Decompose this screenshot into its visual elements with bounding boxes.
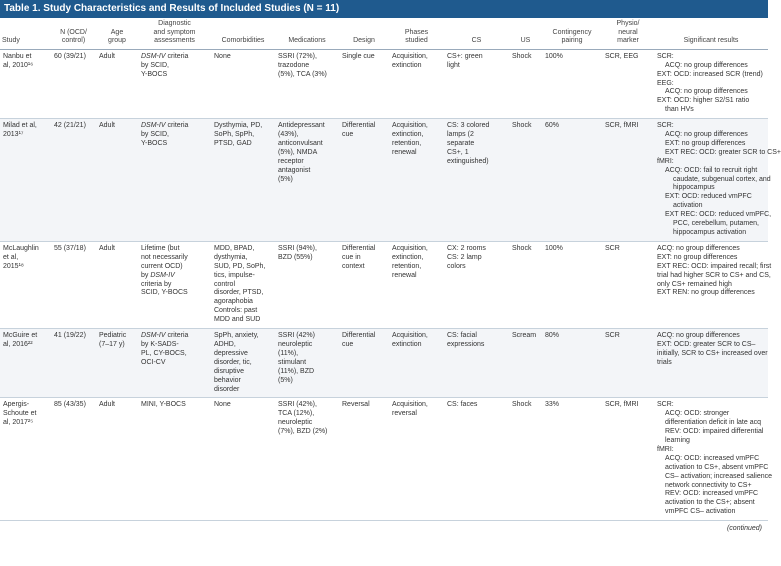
cell-line: 42 (21/21) <box>54 122 86 130</box>
cell-line: Nanbu et <box>3 52 32 60</box>
cell-line: 41 (19/22) <box>54 332 86 340</box>
cell-line: 100% <box>545 52 563 60</box>
header-line: Design <box>353 37 375 45</box>
result-line: caudate, subgenual cortex, and <box>673 175 771 183</box>
header-line: Medications <box>288 37 326 45</box>
result-line: PCC, cerebellum, putamen, <box>673 220 759 228</box>
cell-line: extinguished) <box>447 157 489 165</box>
cell-line: separate <box>447 139 475 147</box>
cell-line: disorder <box>214 385 240 393</box>
cell-n <box>51 119 96 242</box>
cell-line: PTSD, GAD <box>214 139 252 147</box>
cell-line: (5%), NMDA <box>278 148 318 156</box>
header-line: neural <box>618 28 638 36</box>
cell-results <box>654 398 773 521</box>
cell-line: MDD, BPAD, <box>214 244 255 252</box>
cell-line: Milad et al, <box>3 122 37 130</box>
header-row <box>0 18 768 49</box>
cell-line: Scream <box>512 332 537 340</box>
cell-comorb <box>211 398 275 521</box>
cell-study <box>0 119 51 242</box>
cell-line: CS: faces <box>447 401 478 409</box>
cell-line: by DSM-IV <box>141 271 175 279</box>
cell-pairing <box>542 119 602 242</box>
result-line: SCR: <box>657 122 674 130</box>
cell-line: 2015¹⁸ <box>3 262 24 270</box>
header-line: assessments <box>154 37 195 45</box>
cell-line: Adult <box>99 401 115 409</box>
result-line: than HVs <box>665 106 694 114</box>
result-line: trial had higher SCR to CS+ and CS, <box>657 271 771 279</box>
cell-comorb <box>211 329 275 398</box>
cell-phases <box>389 398 444 521</box>
cell-line: disruptive <box>214 367 244 375</box>
cell-line: al, 2010¹⁶ <box>3 61 34 69</box>
cell-line: lamps (2 <box>447 131 474 139</box>
cell-n <box>51 329 96 398</box>
cell-n <box>51 398 96 521</box>
cell-us <box>509 398 542 521</box>
cell-design <box>339 119 389 242</box>
result-line: activation <box>673 202 703 210</box>
cell-line: (7%), BZD (2%) <box>278 428 328 436</box>
cell-results <box>654 241 772 328</box>
result-line: REV: OCD: impaired differential <box>665 428 764 436</box>
cell-line: Single cue <box>342 52 375 60</box>
cell-line: Differential <box>342 332 376 340</box>
header-comorbidities <box>211 18 275 49</box>
table-row <box>0 329 768 398</box>
cell-line: anticonvulsant <box>278 139 323 147</box>
header-line: Physio/ <box>616 20 640 27</box>
result-line: EXT: OCD: higher S2/S1 ratio <box>657 97 750 105</box>
cell-phases <box>389 329 444 398</box>
cell-line: colors <box>447 262 466 270</box>
cell-line: 2013¹⁷ <box>3 131 24 139</box>
table-row <box>0 49 768 118</box>
cell-line: Dysthymia, PD, <box>214 122 263 130</box>
cell-line: by SCID, <box>141 131 170 139</box>
cell-age <box>96 119 138 242</box>
cell-line: Pediatric <box>99 332 127 340</box>
cell-diag <box>138 119 211 242</box>
header-line: Study <box>2 37 20 45</box>
cell-study <box>0 49 51 118</box>
header-line: Phases <box>404 28 429 36</box>
cell-line: Y-BOCS <box>141 139 168 147</box>
cell-results <box>654 49 768 118</box>
cell-line: SUD, PD, SoPh, <box>214 262 266 270</box>
result-line: EXT REC: OCD: impaired recall; first <box>657 262 772 270</box>
cell-line: Shock <box>512 52 532 60</box>
cell-line: retention, <box>392 262 422 270</box>
header-line: Age <box>110 28 124 36</box>
cell-study <box>0 398 51 521</box>
cell-line: Lifetime (but <box>141 244 180 252</box>
result-line: learning <box>665 437 690 445</box>
cell-line: DSM-IV criteria <box>141 52 189 60</box>
cell-line: SoPh, SpPh, <box>214 131 255 139</box>
header-age-group <box>96 18 138 49</box>
header-line: Diagnostic <box>158 20 191 27</box>
cell-line: SSRI (42%), <box>278 401 317 409</box>
table-title: Table 1. Study Characteristics and Results of Included Studies (N = 11) <box>0 0 768 18</box>
cell-line: Acquisition, <box>392 122 428 130</box>
cell-line: (11%), BZD <box>278 367 315 375</box>
cell-line: CX: 2 rooms <box>447 244 486 252</box>
cell-line: renewal <box>392 148 417 156</box>
cell-line: Adult <box>99 244 115 252</box>
cell-us <box>509 119 542 242</box>
result-line: EEG: <box>657 79 674 87</box>
cell-cs <box>444 398 509 521</box>
cell-line: SSRI (42%) <box>278 332 315 340</box>
cell-line: 33% <box>545 401 560 409</box>
cell-line: McGuire et <box>3 332 38 340</box>
cell-line: Controls: past <box>214 307 258 315</box>
cell-line: neuroleptic <box>278 419 313 427</box>
cell-pairing <box>542 241 602 328</box>
cell-line: (5%) <box>278 376 293 384</box>
cell-comorb <box>211 119 275 242</box>
cell-line: by K-SADS- <box>141 340 179 348</box>
cell-us <box>509 329 542 398</box>
cell-line: DSM-IV criteria <box>141 332 189 340</box>
cell-line: SSRI (72%), <box>278 52 317 60</box>
cell-line: CS: 2 lamp <box>447 253 482 261</box>
cell-line: current OCD) <box>141 262 183 270</box>
cell-line: None <box>214 401 231 409</box>
cell-line: Differential <box>342 244 376 252</box>
cell-comorb <box>211 49 275 118</box>
cell-design <box>339 241 389 328</box>
cell-line: by SCID, <box>141 61 170 69</box>
cell-line: (5%) <box>278 175 293 183</box>
header-contingency-pairing <box>542 18 602 49</box>
header-line: N (OCD/ <box>60 28 87 36</box>
cell-cs <box>444 119 509 242</box>
cell-meds <box>275 241 339 328</box>
cell-line: (43%), <box>278 131 299 139</box>
result-line: network connectivity to CS+ <box>665 481 752 489</box>
cell-age <box>96 241 138 328</box>
header-line: marker <box>617 37 639 45</box>
cell-line: BZD (55%) <box>278 253 313 261</box>
result-line: hippocampus <box>673 184 715 192</box>
result-line: activation to the CS+; absent <box>665 499 755 507</box>
cell-marker <box>602 49 654 118</box>
cell-diag <box>138 241 211 328</box>
cell-line: 100% <box>545 244 563 252</box>
header-line: Comorbidities <box>221 37 265 45</box>
result-line: ACQ: no group differences <box>657 244 740 252</box>
result-line: activation to CS+, absent vmPFC <box>665 463 769 471</box>
cell-design <box>339 398 389 521</box>
cell-marker <box>602 398 654 521</box>
cell-line: SpPh, anxiety, <box>214 332 259 340</box>
cell-line: al, 2017²⁵ <box>3 419 34 427</box>
result-line: EXT: OCD: reduced vmPFC <box>665 193 752 201</box>
cell-line: context <box>342 262 365 270</box>
cell-line: depressive <box>214 349 248 357</box>
cell-marker <box>602 241 654 328</box>
header-significant-results <box>654 18 768 49</box>
cell-line: SCR <box>605 332 620 340</box>
cell-line: Acquisition, <box>392 52 428 60</box>
result-line: SCR: <box>657 401 674 409</box>
result-line: EXT REC: OCD: reduced vmPFC, <box>665 211 772 219</box>
header-marker <box>602 18 654 49</box>
cell-line: extinction, <box>392 253 424 261</box>
cell-line: OCI-CV <box>141 358 166 366</box>
header-design <box>339 18 389 49</box>
cell-line: Acquisition, <box>392 244 428 252</box>
result-line: ACQ: no group differences <box>665 88 748 96</box>
table-row <box>0 398 768 521</box>
result-line: hippocampus activation <box>673 229 747 236</box>
study-table <box>0 18 781 521</box>
cell-line: 85 (43/35) <box>54 401 86 409</box>
cell-pairing <box>542 329 602 398</box>
cell-us <box>509 241 542 328</box>
header-study <box>0 18 51 49</box>
cell-line: dysthymia, <box>214 253 248 261</box>
result-line: SCR: <box>657 52 674 60</box>
cell-meds <box>275 329 339 398</box>
cell-marker <box>602 329 654 398</box>
cell-line: behavior <box>214 376 241 384</box>
cell-diag <box>138 398 211 521</box>
cell-line: Apergis- <box>3 401 30 409</box>
cell-n <box>51 49 96 118</box>
cell-line: Shock <box>512 401 532 409</box>
result-line: only CS+ remained high <box>657 280 732 288</box>
cell-line: SCR, EEG <box>605 52 639 60</box>
cell-diag <box>138 329 211 398</box>
cell-line: (11%), <box>278 349 299 357</box>
cell-cs <box>444 49 509 118</box>
cell-line: SCID, Y-BOCS <box>141 289 188 297</box>
cell-line: Adult <box>99 122 115 130</box>
cell-line: disorder, tic, <box>214 358 252 366</box>
cell-line: Y-BOCS <box>141 70 168 78</box>
header-cs <box>444 18 509 49</box>
result-line: vmPFC CS– activation <box>665 508 736 516</box>
cell-phases <box>389 119 444 242</box>
cell-study <box>0 329 51 398</box>
cell-line: SCR, fMRI <box>605 122 639 130</box>
result-line: differentiation deficit in late acq <box>665 419 761 427</box>
cell-line: SCR <box>605 244 620 252</box>
cell-line: tics, impulse- <box>214 271 255 279</box>
cell-line: (7–17 y) <box>99 340 125 348</box>
result-line: EXT: OCD: increased SCR (trend) <box>657 70 763 78</box>
cell-line: cue <box>342 131 354 139</box>
cell-phases <box>389 241 444 328</box>
result-line: trials <box>657 358 672 366</box>
cell-cs <box>444 329 509 398</box>
result-line: EXT REN: no group differences <box>657 289 755 297</box>
cell-line: 60% <box>545 122 560 130</box>
cell-results <box>654 329 768 398</box>
table-row <box>0 241 768 328</box>
cell-line: renewal <box>392 271 417 279</box>
result-line: EXT: no group differences <box>657 253 738 261</box>
cell-line: Shock <box>512 122 532 130</box>
cell-meds <box>275 398 339 521</box>
cell-line: SSRI (94%), <box>278 244 317 252</box>
cell-line: criteria by <box>141 280 172 288</box>
cell-line: reversal <box>392 410 417 418</box>
cell-line: Reversal <box>342 401 370 409</box>
cell-line: extinction, <box>392 131 424 139</box>
cell-comorb <box>211 241 275 328</box>
result-line: EXT REC: OCD: greater SCR to CS+ <box>665 148 781 156</box>
cell-design <box>339 329 389 398</box>
result-line: fMRI: <box>657 157 674 165</box>
cell-diag <box>138 49 211 118</box>
cell-line: cue <box>342 340 354 348</box>
result-line: ACQ: no group differences <box>665 131 748 139</box>
cell-meds <box>275 119 339 242</box>
header-line: studied <box>405 37 428 45</box>
cell-line: neuroleptic <box>278 340 313 348</box>
cell-line: Shock <box>512 244 532 252</box>
cell-line: CS+: green <box>447 52 483 60</box>
cell-line: Schoute et <box>3 410 37 418</box>
cell-age <box>96 329 138 398</box>
cell-line: None <box>214 52 231 60</box>
cell-cs <box>444 241 509 328</box>
cell-line: PL, CY-BOCS, <box>141 349 187 357</box>
cell-us <box>509 49 542 118</box>
cell-line: SCR, fMRI <box>605 401 639 409</box>
cell-study <box>0 241 51 328</box>
header-n <box>51 18 96 49</box>
cell-line: light <box>447 61 460 69</box>
cell-line: CS: 3 colored <box>447 122 490 130</box>
header-medications <box>275 18 339 49</box>
header-phases <box>389 18 444 49</box>
cell-line: DSM-IV criteria <box>141 122 189 130</box>
result-line: EXT: no group differences <box>665 139 746 147</box>
result-line: ACQ: OCD: increased vmPFC <box>665 454 760 462</box>
cell-marker <box>602 119 654 242</box>
cell-line: not necessarily <box>141 253 188 261</box>
cell-line: 55 (37/18) <box>54 244 86 252</box>
cell-line: MDD and SUD <box>214 316 261 324</box>
cell-design <box>339 49 389 118</box>
cell-line: (5%), TCA (3%) <box>278 70 327 78</box>
cell-line: CS: facial <box>447 332 477 340</box>
header-line: Significant results <box>683 37 739 45</box>
cell-line: Acquisition, <box>392 332 428 340</box>
cell-line: Acquisition, <box>392 401 428 409</box>
cell-line: control <box>214 280 236 288</box>
cell-line: retention, <box>392 139 422 147</box>
cell-line: McLaughlin <box>3 244 39 252</box>
result-line: ACQ: OCD: stronger <box>665 410 730 418</box>
cell-line: extinction <box>392 340 422 348</box>
cell-line: 80% <box>545 332 560 340</box>
result-line: REV: OCD: increased vmPFC <box>665 490 759 498</box>
cell-line: CS+, 1 <box>447 148 469 156</box>
header-line: CS <box>471 37 482 45</box>
header-line: group <box>108 37 126 45</box>
cell-line: antagonist <box>278 166 311 174</box>
header-line: control) <box>61 37 86 45</box>
cell-line: Antidepressant <box>278 122 325 130</box>
cell-line: receptor <box>278 157 304 165</box>
cell-meds <box>275 49 339 118</box>
cell-line: expressions <box>447 340 485 348</box>
header-diagnostic <box>138 18 211 49</box>
header-line: and symptom <box>153 28 196 36</box>
header-line: pairing <box>561 37 583 45</box>
cell-line: al, 2016²² <box>3 340 33 348</box>
result-line: ACQ: no group differences <box>657 332 740 340</box>
result-line: fMRI: <box>657 445 674 453</box>
result-line: ACQ: no group differences <box>665 61 748 69</box>
cell-line: ADHD, <box>214 340 236 348</box>
table-row <box>0 119 768 242</box>
cell-n <box>51 241 96 328</box>
cell-phases <box>389 49 444 118</box>
cell-line: TCA (12%), <box>278 410 315 418</box>
cell-line: trazodone <box>278 61 310 69</box>
header-line: US <box>520 37 531 45</box>
cell-line: Differential <box>342 122 376 130</box>
result-line: EXT: OCD: greater SCR to CS– <box>657 340 756 348</box>
header-line: Contingency <box>552 28 592 36</box>
result-line: initially, SCR to CS+ increased over <box>657 349 768 357</box>
cell-age <box>96 49 138 118</box>
cell-results <box>654 119 781 242</box>
cell-age <box>96 398 138 521</box>
cell-line: cue in <box>342 253 361 261</box>
result-line: ACQ: OCD: fail to recruit right <box>665 166 758 174</box>
cell-line: extinction <box>392 61 422 69</box>
cell-pairing <box>542 398 602 521</box>
cell-line: stimulant <box>278 358 307 366</box>
cell-line: disorder, PTSD, <box>214 289 264 297</box>
cell-line: MINI, Y-BOCS <box>141 401 186 409</box>
cell-line: 60 (39/21) <box>54 52 86 60</box>
continued-note: (continued) <box>726 525 762 533</box>
cell-pairing <box>542 49 602 118</box>
table-body <box>0 49 781 520</box>
cell-line: et al, <box>3 253 19 261</box>
cell-line: agoraphobia <box>214 298 253 306</box>
cell-line: Adult <box>99 52 115 60</box>
result-line: CS– activation; increased salience <box>665 472 773 480</box>
header-us <box>509 18 542 49</box>
